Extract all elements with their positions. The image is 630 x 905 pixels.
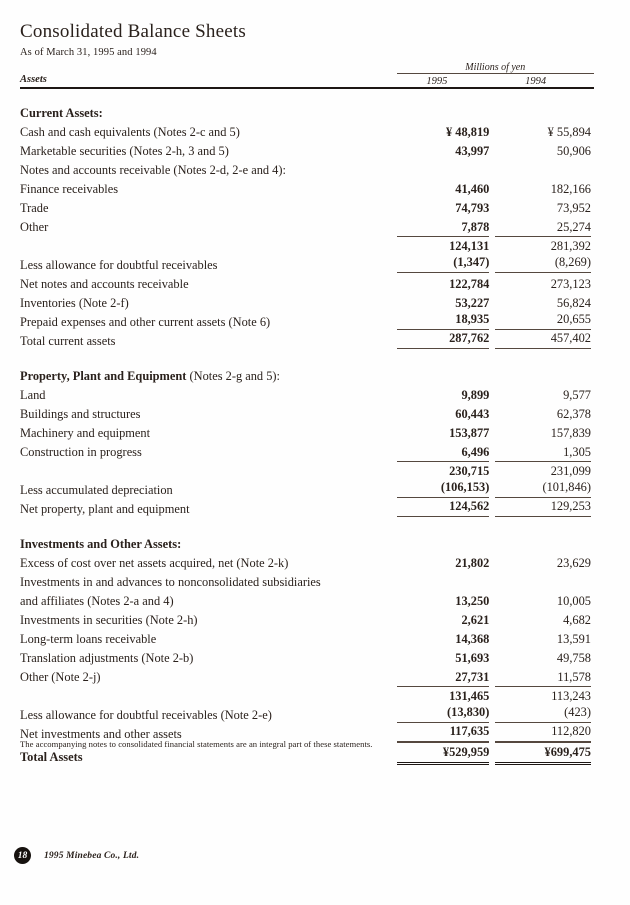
grand-total-1994: ¥699,475 <box>495 742 594 765</box>
table-row <box>20 441 594 460</box>
year-header-row <box>20 74 594 88</box>
table-row <box>20 704 594 723</box>
table-row <box>20 178 594 197</box>
table-row <box>20 140 594 159</box>
row-label: Prepaid expenses and other current assets (Note 6) <box>20 314 271 329</box>
row-value-1995: 2,621 <box>461 612 490 627</box>
section-heading-ppe <box>20 361 594 384</box>
table-row <box>20 647 594 666</box>
total-row <box>20 330 594 349</box>
row-label: Construction in progress <box>20 444 142 459</box>
row-value-1994: 113,243 <box>495 685 594 704</box>
section-heading-investments <box>20 529 594 552</box>
row-value-1994: 62,378 <box>556 406 591 421</box>
row-label: Other <box>20 219 49 234</box>
row-value-1994: 20,655 <box>495 311 594 330</box>
row-label <box>20 460 397 479</box>
row-value-1995: 9,899 <box>461 387 490 402</box>
row-label <box>20 235 397 254</box>
row-value-1995: (106,153) <box>397 479 496 498</box>
table-row <box>20 216 594 235</box>
table-row <box>20 666 594 685</box>
row-value-1994: 10,005 <box>556 593 591 608</box>
row-value-1994: 457,402 <box>495 330 594 349</box>
row-value-1995: 60,443 <box>455 406 490 421</box>
section-title: Current Assets: <box>20 105 103 120</box>
row-label: Other (Note 2-j) <box>20 669 101 684</box>
table-row <box>20 403 594 422</box>
table-row <box>20 311 594 330</box>
table-row <box>20 628 594 647</box>
page-subtitle: As of March 31, 1995 and 1994 <box>20 46 157 58</box>
row-value-1995: 287,762 <box>397 330 496 349</box>
row-value-1995: 122,784 <box>449 276 490 291</box>
row-value-1995: 41,460 <box>455 181 490 196</box>
row-label: Investments in and advances to nonconsolidated subsidiaries <box>20 574 321 589</box>
row-label: Finance receivables <box>20 181 119 196</box>
row-value-1994: 56,824 <box>556 295 591 310</box>
header-gap <box>20 88 594 98</box>
row-value-1994: 11,578 <box>557 669 591 684</box>
page-title: Consolidated Balance Sheets <box>20 21 246 42</box>
row-value-1995: 230,715 <box>397 460 496 479</box>
row-value-1994: 50,906 <box>556 143 591 158</box>
row-label: Net investments and other assets <box>20 726 182 741</box>
table-row <box>20 609 594 628</box>
units-spacer <box>20 62 397 74</box>
row-label <box>20 685 397 704</box>
subtotal-row <box>20 235 594 254</box>
row-value-1994: 1,305 <box>563 444 591 459</box>
row-value-1994: 231,099 <box>495 460 594 479</box>
row-label: Net property, plant and equipment <box>20 501 190 516</box>
grand-total-label: Total Assets <box>20 749 83 764</box>
year-header-1994: 1994 <box>495 74 594 88</box>
row-value-1994: 112,820 <box>495 723 594 742</box>
table-row <box>20 590 594 609</box>
section-gap <box>20 517 594 529</box>
table-row <box>20 121 594 140</box>
row-value-1994: 273,123 <box>550 276 591 291</box>
row-value-1994: 73,952 <box>556 200 591 215</box>
table-row <box>20 552 594 571</box>
row-value-1994: 182,166 <box>550 181 591 196</box>
row-value-1995: 153,877 <box>449 425 490 440</box>
row-value-1995: 124,131 <box>397 235 496 254</box>
row-value-1994: 281,392 <box>495 235 594 254</box>
row-value-1995: 117,635 <box>397 723 496 742</box>
row-label: Machinery and equipment <box>20 425 151 440</box>
row-label: Inventories (Note 2-f) <box>20 295 129 310</box>
row-label: Net notes and accounts receivable <box>20 276 189 291</box>
row-value-1995: 21,802 <box>455 555 490 570</box>
row-label: Less allowance for doubtful receivables (Note 2-e) <box>20 707 272 722</box>
row-value-1995: 124,562 <box>397 498 496 517</box>
row-value-1994 <box>495 159 594 178</box>
table-row <box>20 422 594 441</box>
table-row <box>20 479 594 498</box>
row-label: Marketable securities (Notes 2-h, 3 and 5) <box>20 143 229 158</box>
row-value-1995: (13,830) <box>397 704 496 723</box>
page-number-badge: 18 <box>14 847 31 864</box>
row-label: Translation adjustments (Note 2-b) <box>20 650 194 665</box>
year-header-1995: 1995 <box>397 74 496 88</box>
row-value-1995: 14,368 <box>455 631 490 646</box>
row-label: Total current assets <box>20 333 116 348</box>
balance-sheet-table-wrap <box>20 62 594 765</box>
section-title: Property, Plant and Equipment <box>20 368 187 383</box>
row-label: Land <box>20 387 46 402</box>
page-footer <box>14 847 139 864</box>
row-label: Buildings and structures <box>20 406 141 421</box>
table-row <box>20 384 594 403</box>
row-value-1994: 129,253 <box>495 498 594 517</box>
row-label: Investments in securities (Note 2-h) <box>20 612 198 627</box>
row-value-1995: 53,227 <box>455 295 490 310</box>
row-value-1995 <box>397 571 496 590</box>
units-header-row <box>20 62 594 74</box>
row-value-1994: ¥ 55,894 <box>547 124 591 139</box>
footer-credit: 1995 Minebea Co., Ltd. <box>44 850 140 861</box>
row-label: Trade <box>20 200 49 215</box>
row-value-1995: 131,465 <box>397 685 496 704</box>
row-value-1994: (8,269) <box>495 254 594 273</box>
row-value-1995: (1,347) <box>397 254 496 273</box>
row-value-1994: 13,591 <box>556 631 591 646</box>
row-value-1995 <box>397 159 496 178</box>
table-row <box>20 159 594 178</box>
row-value-1995: 51,693 <box>455 650 490 665</box>
row-value-1994 <box>495 571 594 590</box>
row-label: Less accumulated depreciation <box>20 482 173 497</box>
units-label: Millions of yen <box>397 62 595 74</box>
row-label: Excess of cost over net assets acquired, net (Note 2-k) <box>20 555 289 570</box>
row-value-1995: ¥ 48,819 <box>445 124 490 139</box>
table-row <box>20 571 594 590</box>
row-value-1994: 157,839 <box>550 425 591 440</box>
row-label: Long-term loans receivable <box>20 631 157 646</box>
subtotal-row <box>20 460 594 479</box>
section-gap <box>20 349 594 361</box>
row-value-1994: (423) <box>495 704 594 723</box>
row-label: Less allowance for doubtful receivables <box>20 257 218 272</box>
subtotal-row <box>20 685 594 704</box>
section-heading-current-assets <box>20 98 594 121</box>
balance-sheet-table <box>20 62 594 765</box>
table-row <box>20 292 594 311</box>
row-value-1994: 9,577 <box>563 387 591 402</box>
row-label: and affiliates (Notes 2-a and 4) <box>20 593 174 608</box>
row-value-1994: 4,682 <box>563 612 591 627</box>
table-row <box>20 254 594 273</box>
row-value-1995: 18,935 <box>397 311 496 330</box>
row-value-1995: 74,793 <box>455 200 490 215</box>
row-value-1995: 7,878 <box>461 219 490 234</box>
row-label: Cash and cash equivalents (Notes 2-c and 5) <box>20 124 240 139</box>
table-row <box>20 197 594 216</box>
row-value-1995: 13,250 <box>455 593 490 608</box>
row-label: Notes and accounts receivable (Notes 2-d, 2-e and 4): <box>20 162 286 177</box>
subtotal-row <box>20 273 594 292</box>
row-value-1995: 43,997 <box>455 143 490 158</box>
total-row <box>20 498 594 517</box>
row-value-1994: (101,846) <box>495 479 594 498</box>
assets-column-label: Assets <box>20 74 397 88</box>
row-value-1994: 23,629 <box>556 555 591 570</box>
title-block <box>20 22 246 58</box>
section-title-note: (Notes 2-g and 5): <box>186 368 280 383</box>
footnote-text: The accompanying notes to consolidated financial statements are an integral part of these statements. <box>20 739 373 749</box>
section-title: Investments and Other Assets: <box>20 536 182 551</box>
row-value-1995: 27,731 <box>455 669 490 684</box>
grand-total-1995: ¥529,959 <box>397 742 496 765</box>
row-value-1994: 49,758 <box>556 650 591 665</box>
row-value-1995: 6,496 <box>461 444 490 459</box>
row-value-1994: 25,274 <box>556 219 591 234</box>
